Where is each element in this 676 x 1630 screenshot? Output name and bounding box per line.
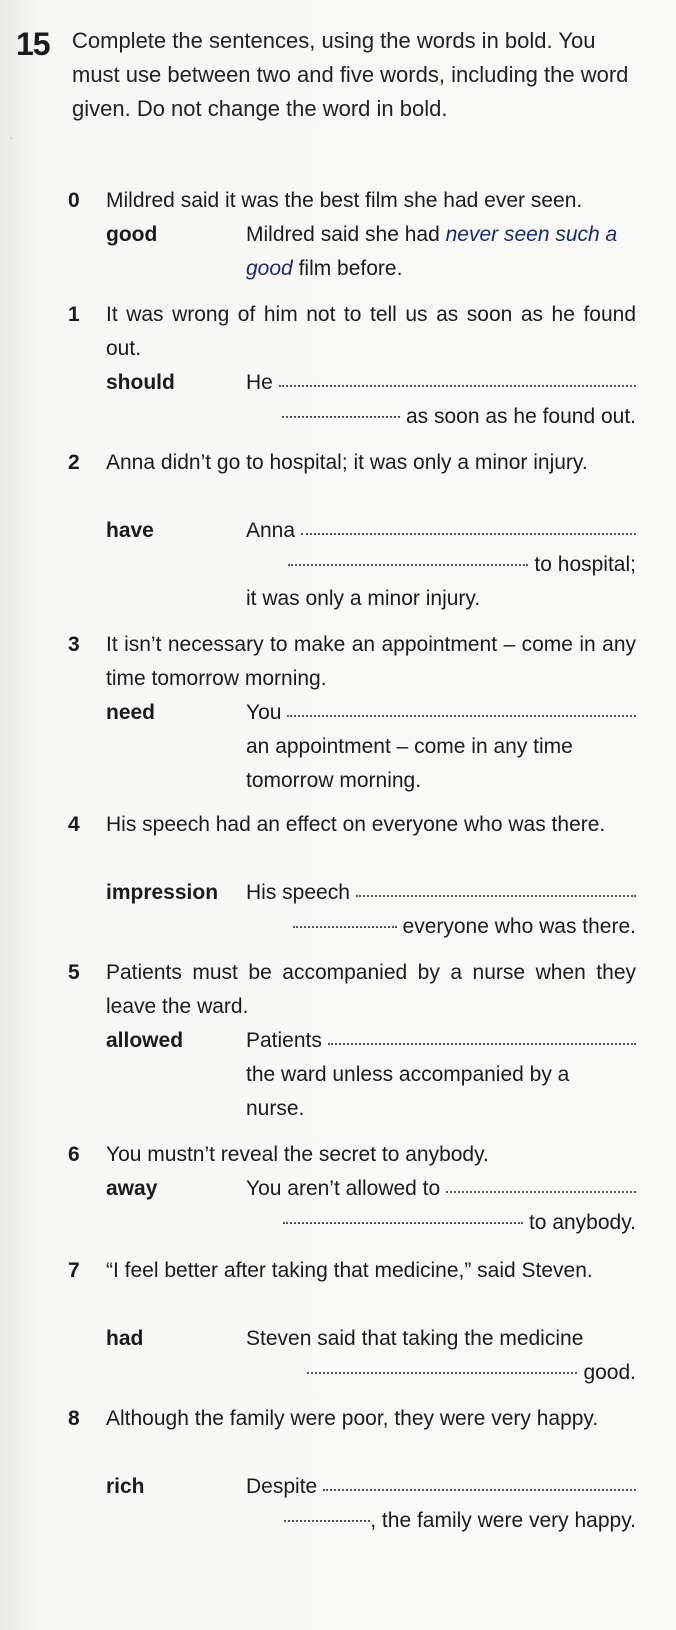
answer-blank[interactable] [293, 926, 397, 928]
item-response [246, 1470, 636, 1538]
item-keyword: impression [106, 881, 219, 904]
item-response [246, 696, 636, 798]
response-prefix: Despite [246, 1475, 318, 1498]
item-sentence: Mildred said it was the best film she had ever seen. [106, 189, 583, 212]
answer-blank[interactable] [287, 715, 636, 717]
item-keyword: need [106, 701, 156, 724]
item-number: 4 [68, 813, 80, 836]
item-response [246, 366, 636, 434]
response-suffix-continued: nurse. [246, 1097, 305, 1120]
answer-blank[interactable] [279, 385, 636, 387]
show-through-text: · [8, 128, 15, 150]
response-suffix: as soon as he found out. [405, 405, 636, 428]
answer-blank[interactable] [446, 1191, 636, 1193]
item-keyword: rich [106, 1475, 145, 1498]
answer-blank[interactable] [356, 895, 636, 897]
item-keyword: away [106, 1177, 158, 1200]
item-sentence: Although the family were poor, they were very happy. [106, 1407, 599, 1430]
answer-blank[interactable] [301, 533, 636, 535]
response-suffix: , the family were very happy. [370, 1509, 636, 1532]
item-response [246, 514, 636, 616]
response-prefix: Mildred said she had [246, 223, 440, 246]
item-keyword: good [106, 223, 158, 246]
item-response [246, 1322, 636, 1390]
response-prefix: Steven said that taking the medicine [246, 1327, 584, 1350]
item-keyword: should [106, 371, 175, 394]
answer-blank[interactable] [323, 1489, 636, 1491]
item-sentence: It was wrong of him not to tell us as soon as he found out. [106, 303, 636, 360]
response-suffix: everyone who was there. [402, 915, 636, 938]
exercise-instructions: Complete the sentences, using the words in bold. You must use between two and five words, including the word given. Do not change the word in bold. [72, 28, 629, 121]
response-suffix-continued: tomorrow morning. [246, 769, 422, 792]
response-prefix: He [246, 371, 273, 394]
item-keyword: had [106, 1327, 144, 1350]
answer-blank[interactable] [328, 1043, 636, 1045]
item-number: 8 [68, 1407, 80, 1430]
item-number: 6 [68, 1143, 80, 1166]
item-sentence: His speech had an effect on everyone who was there. [106, 813, 606, 836]
example-answer-continued: good [246, 257, 293, 280]
response-prefix: You [246, 701, 282, 724]
answer-blank[interactable] [283, 1222, 523, 1224]
item-number: 0 [68, 189, 80, 212]
item-sentence: You mustn’t reveal the secret to anybody. [106, 1143, 489, 1166]
item-keyword: allowed [106, 1029, 184, 1052]
item-number: 1 [68, 303, 80, 326]
answer-blank[interactable] [307, 1372, 577, 1374]
response-suffix-continued: it was only a minor injury. [246, 587, 481, 610]
response-prefix: You aren’t allowed to [246, 1177, 441, 1200]
answer-blank[interactable] [288, 564, 528, 566]
answer-blank[interactable] [282, 416, 400, 418]
response-prefix: His speech [246, 881, 350, 904]
item-response [246, 1024, 636, 1126]
item-response [246, 876, 636, 944]
response-suffix: to hospital; [534, 553, 636, 576]
item-number: 2 [68, 451, 80, 474]
item-response [246, 1172, 636, 1240]
item-sentence: Anna didn’t go to hospital; it was only a minor injury. [106, 451, 588, 474]
response-suffix: an appointment – come in any time [246, 735, 573, 758]
response-suffix: good. [583, 1361, 636, 1384]
response-suffix: to anybody. [528, 1211, 636, 1234]
item-number: 7 [68, 1259, 80, 1282]
exercise-number: 15 [16, 26, 50, 62]
response-prefix: Patients [246, 1029, 322, 1052]
response-suffix: film before. [298, 257, 403, 280]
item-response [246, 218, 636, 286]
item-sentence: “I feel better after taking that medicine,” said Steven. [106, 1259, 593, 1282]
response-suffix: the ward unless accompanied by a [246, 1063, 570, 1086]
answer-blank[interactable] [284, 1520, 370, 1522]
item-number: 3 [68, 633, 80, 656]
item-keyword: have [106, 519, 154, 542]
item-sentence: Patients must be accompanied by a nurse when they leave the ward. [106, 961, 636, 1018]
example-answer: never seen such a [445, 223, 618, 246]
item-sentence: It isn’t necessary to make an appointment – come in any time tomorrow morning. [106, 633, 636, 690]
response-prefix: Anna [246, 519, 296, 542]
item-number: 5 [68, 961, 80, 984]
